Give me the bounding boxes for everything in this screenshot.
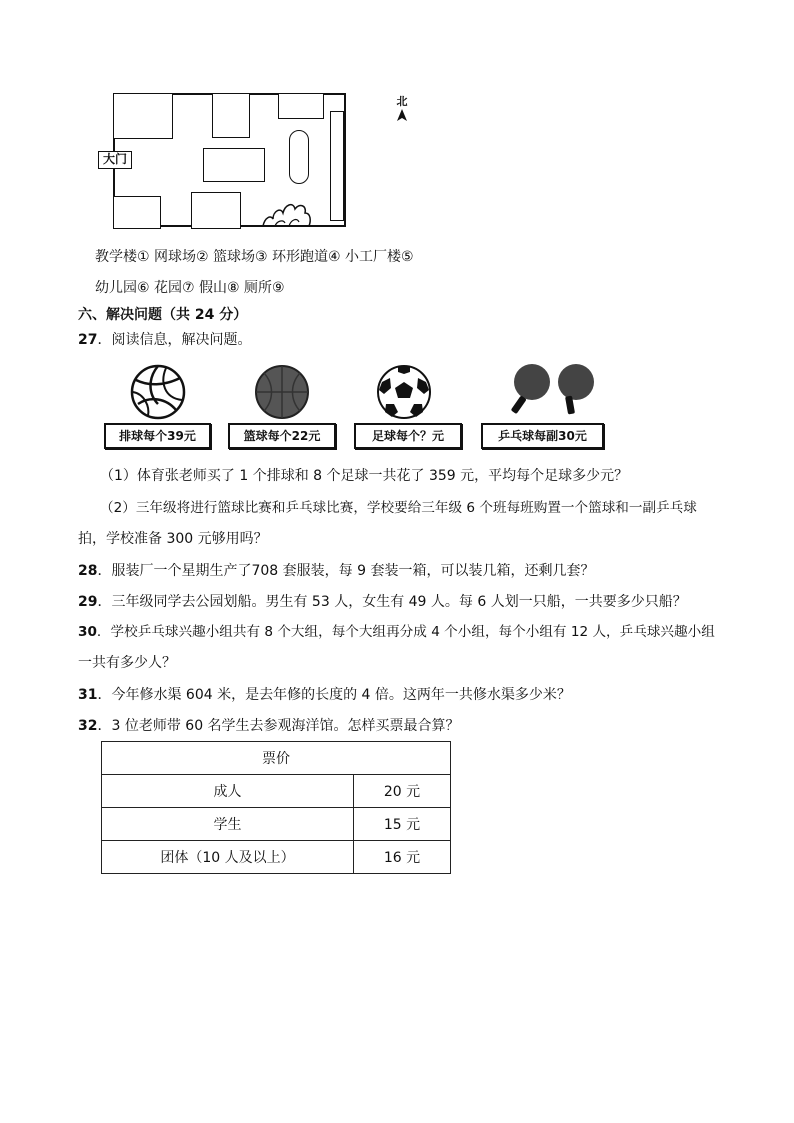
north-arrow-icon: [397, 109, 407, 121]
map-building-top-middle: [212, 93, 250, 138]
school-map: [113, 93, 346, 227]
map-rockery-icon: [261, 195, 313, 227]
question-text: ．阅读信息，解决问题。: [97, 332, 252, 348]
basketball-icon: [254, 364, 310, 420]
ticket-price: 15 元: [354, 808, 451, 841]
price-label-soccer-ball: 足球每个？元: [354, 423, 462, 449]
ticket-type: 团体（10 人及以上）: [102, 841, 354, 874]
north-label: 北: [396, 95, 408, 108]
question-27: [78, 330, 251, 350]
map-building-center: [203, 148, 265, 182]
question-number: 27: [78, 332, 98, 348]
question-number: 31: [78, 687, 98, 703]
map-legend-line-1: 教学楼① 网球场② 篮球场③ 环形跑道④ 小工厂楼⑤: [95, 249, 414, 265]
question-29: [78, 592, 687, 612]
ticket-type: 成人: [102, 775, 354, 808]
question-text: ．3 位老师带 60 名学生去参观海洋馆。怎样买票最合算？: [97, 718, 460, 734]
map-running-track: [289, 130, 309, 184]
question-text: ．三年级同学去公园划船。男生有 53 人，女生有 49 人。每 6 人划一只船，一共要多少只船？: [97, 594, 687, 610]
question-32: [78, 716, 460, 736]
question-27-part-2-line-1: （2）三年级将进行篮球比赛和乒乓球比赛，学校要给三年级 6 个班每班购置一个篮球和一副乒乓球: [100, 500, 697, 516]
ticket-price: 16 元: [354, 841, 451, 874]
map-legend-line-2: 幼儿园⑥ 花园⑦ 假山⑧ 厕所⑨: [95, 280, 285, 296]
section-title: 六、解决问题（共 24 分）: [78, 307, 248, 323]
table-row: [102, 808, 451, 841]
table-row: [102, 841, 451, 874]
map-building-top-left: [113, 93, 173, 139]
map-building-bottom-center: [191, 192, 241, 229]
map-building-right: [330, 111, 344, 221]
ticket-type: 学生: [102, 808, 354, 841]
question-text: ．今年修水渠 604 米，是去年修的长度的 4 倍。这两年一共修水渠多少米？: [97, 687, 571, 703]
price-label-basketball: 篮球每个22元: [228, 423, 336, 449]
ping-pong-paddles-icon: [508, 362, 600, 418]
map-building-bottom-left: [113, 196, 161, 229]
question-27-part-1: （1）体育张老师买了 1 个排球和 8 个足球一共花了 359 元，平均每个足球多少元？: [100, 468, 629, 484]
map-building-top-right: [278, 93, 324, 119]
table-header: 票价: [102, 742, 451, 775]
table-header-row: [102, 742, 451, 775]
price-label-volleyball: 排球每个39元: [104, 423, 211, 449]
question-30-line-2: 一共有多少人？: [78, 655, 176, 671]
question-27-part-2-line-2: 拍，学校准备 300 元够用吗？: [78, 531, 268, 547]
north-indicator: [392, 96, 412, 121]
question-30: [78, 622, 715, 642]
question-number: 30: [78, 624, 97, 640]
question-number: 32: [78, 718, 98, 734]
question-31: [78, 685, 571, 705]
price-label-ping-pong: 乒乓球每副30元: [481, 423, 604, 449]
question-text: ．服装厂一个星期生产了708 套服装，每 9 套装一箱，可以装几箱，还剩几套？: [97, 563, 595, 579]
table-row: [102, 775, 451, 808]
question-28: [78, 561, 594, 581]
map-gate-label: 大门: [98, 151, 132, 169]
soccer-ball-icon: [376, 364, 432, 420]
volleyball-icon: [130, 364, 186, 420]
ticket-price-table: [101, 741, 451, 874]
question-text: ．学校乒乓球兴趣小组共有 8 个大组，每个大组再分成 4 个小组，每个小组有 12 人，乒乓球兴趣小组: [96, 624, 715, 640]
ticket-price: 20 元: [354, 775, 451, 808]
question-number: 28: [78, 563, 98, 579]
question-number: 29: [78, 594, 98, 610]
